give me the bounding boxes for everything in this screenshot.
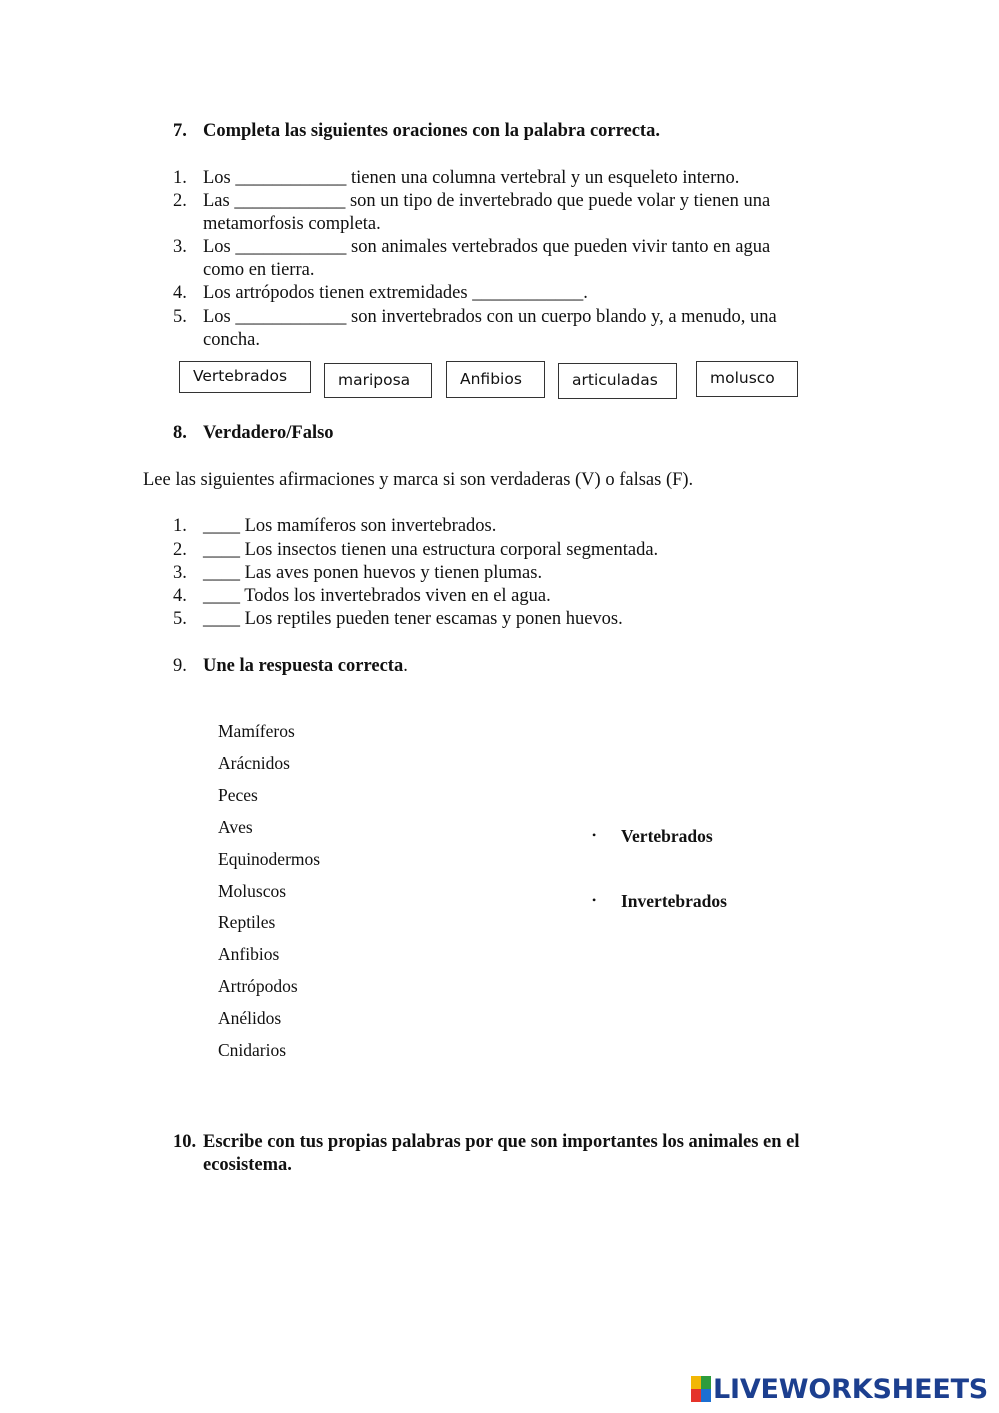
match-left-item[interactable]: Cnidarios bbox=[218, 1040, 287, 1060]
section10-title: Escribe con tus propias palabras por que son importantes los animales en el bbox=[203, 1132, 800, 1152]
section10-number: 10. bbox=[173, 1132, 197, 1152]
match-left-item[interactable]: Peces bbox=[218, 785, 258, 805]
match-left-item[interactable]: Moluscos bbox=[218, 881, 287, 901]
word-bank-chip-mariposa[interactable]: mariposa bbox=[324, 363, 432, 398]
liveworksheets-logo bbox=[691, 1373, 988, 1405]
section9-number: 9. bbox=[173, 656, 187, 676]
word-bank-chip-anfibios[interactable]: Anfibios bbox=[446, 361, 545, 398]
s8-item4-text: ____ Todos los invertebrados viven en el agua. bbox=[203, 586, 551, 606]
match-left-item[interactable]: Mamíferos bbox=[218, 721, 295, 741]
liveworksheets-logo-icon bbox=[691, 1376, 711, 1402]
match-left-item[interactable]: Anélidos bbox=[218, 1008, 282, 1028]
match-left-item[interactable]: Anfibios bbox=[218, 944, 280, 964]
word-bank-chip-vertebrados[interactable]: Vertebrados bbox=[179, 361, 311, 393]
s8-item4-number: 4. bbox=[173, 586, 187, 606]
s8-item2-number: 2. bbox=[173, 540, 187, 560]
s7-item5-text: Los ____________ son invertebrados con un cuerpo blando y, a menudo, una bbox=[203, 307, 777, 327]
section10-title-cont: ecosistema. bbox=[203, 1155, 292, 1175]
bullet-icon: • bbox=[592, 893, 597, 907]
liveworksheets-logo-text: LIVEWORKSHEETS bbox=[713, 1373, 989, 1405]
s8-item2-text: ____ Los insectos tienen una estructura corporal segmentada. bbox=[203, 540, 659, 560]
match-left-item[interactable]: Aves bbox=[218, 817, 253, 837]
s7-item1-number: 1. bbox=[173, 168, 187, 188]
s7-item2-number: 2. bbox=[173, 191, 187, 211]
s8-item3-number: 3. bbox=[173, 563, 187, 583]
section9-title-wrap bbox=[203, 655, 408, 678]
word-bank-chip-articuladas[interactable]: articuladas bbox=[558, 363, 677, 399]
s7-item5-number: 5. bbox=[173, 307, 187, 327]
s7-item3-text: Los ____________ son animales vertebrados que pueden vivir tanto en agua bbox=[203, 237, 771, 257]
section7-title: Completa las siguientes oraciones con la palabra correcta. bbox=[203, 121, 660, 141]
match-right-item-vertebrados[interactable]: Vertebrados bbox=[621, 826, 713, 846]
s7-item1-text: Los ____________ tienen una columna vertebral y un esqueleto interno. bbox=[203, 168, 740, 188]
s7-item3-number: 3. bbox=[173, 237, 187, 257]
s8-item3-text: ____ Las aves ponen huevos y tienen plumas. bbox=[203, 563, 543, 583]
s8-item5-text: ____ Los reptiles pueden tener escamas y ponen huevos. bbox=[203, 609, 623, 629]
section9-title-suffix: . bbox=[403, 656, 408, 676]
match-left-item[interactable]: Artrópodos bbox=[218, 976, 298, 996]
s8-item1-number: 1. bbox=[173, 516, 187, 536]
match-left-item[interactable]: Reptiles bbox=[218, 912, 276, 932]
match-left-item[interactable]: Equinodermos bbox=[218, 849, 321, 869]
section7-number: 7. bbox=[173, 121, 187, 141]
match-left-item[interactable]: Arácnidos bbox=[218, 753, 290, 773]
section8-title: Verdadero/Falso bbox=[203, 423, 334, 443]
s7-item2-text-cont: metamorfosis completa. bbox=[203, 214, 381, 234]
section8-instruction: Lee las siguientes afirmaciones y marca si son verdaderas (V) o falsas (F). bbox=[143, 470, 694, 490]
s8-item1-text: ____ Los mamíferos son invertebrados. bbox=[203, 516, 497, 536]
bullet-icon: • bbox=[592, 828, 597, 842]
s7-item4-number: 4. bbox=[173, 283, 187, 303]
s7-item5-text-cont: concha. bbox=[203, 330, 261, 350]
section9-title: Une la respuesta correcta bbox=[203, 656, 404, 676]
s7-item4-text: Los artrópodos tienen extremidades ____________. bbox=[203, 283, 588, 303]
word-bank-chip-molusco[interactable]: molusco bbox=[696, 361, 798, 397]
s7-item3-text-cont: como en tierra. bbox=[203, 260, 315, 280]
s7-item2-text: Las ____________ son un tipo de invertebrado que puede volar y tienen una bbox=[203, 191, 771, 211]
match-right-item-invertebrados[interactable]: Invertebrados bbox=[621, 891, 727, 911]
section8-number: 8. bbox=[173, 423, 187, 443]
s8-item5-number: 5. bbox=[173, 609, 187, 629]
